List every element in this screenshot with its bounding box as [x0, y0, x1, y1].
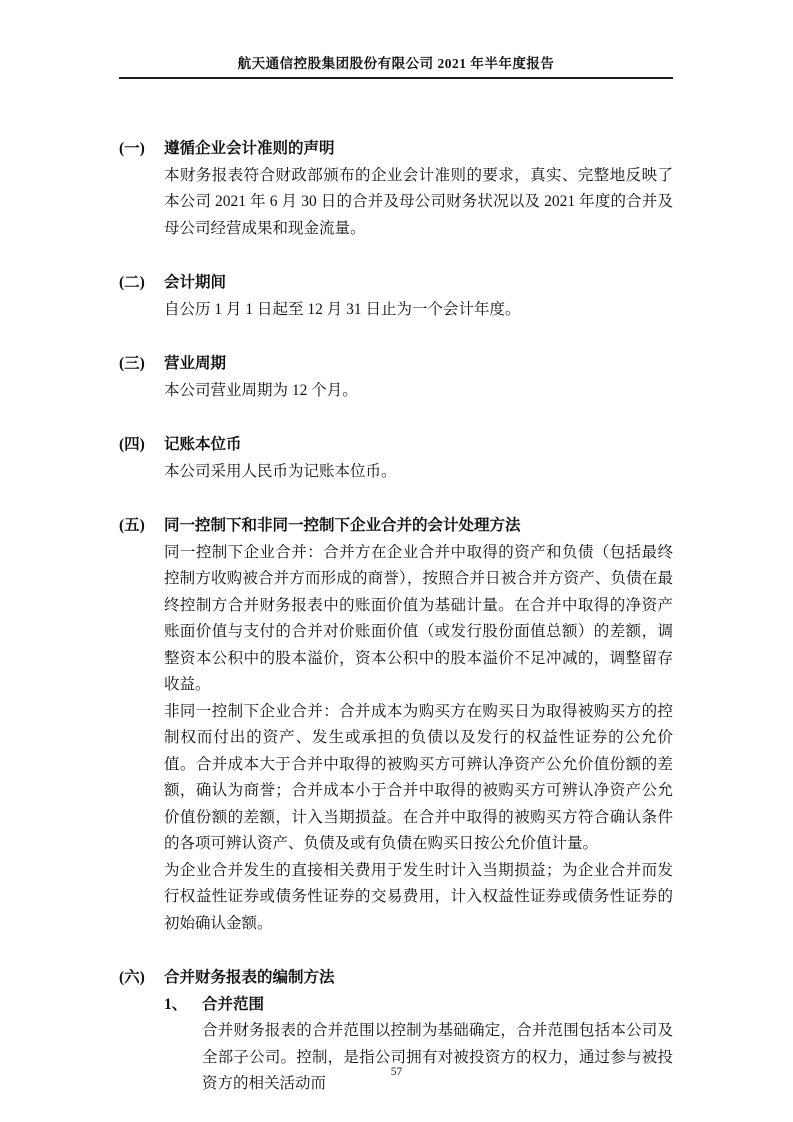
subsection-paragraph: 合并财务报表的合并范围以控制为基础确定，合并范围包括本公司及全部子公司。控制，是指公司拥有对被投资方的权力，通过参与被投资方的相关活动而 — [202, 1022, 673, 1092]
section-title: 遵循企业会计准则的声明 — [164, 140, 335, 157]
section-label: (四) — [119, 436, 145, 453]
section-paragraph: 自公历 1 月 1 日起至 12 月 31 日止为一个会计年度。 — [164, 300, 521, 318]
subsection-heading — [164, 992, 673, 1019]
section-title: 同一控制下和非同一控制下企业合并的会计处理方法 — [164, 517, 521, 534]
section-paragraph: 为企业合并发生的直接相关费用于发生时计入当期损益；为企业合并而发行权益性证券或债务性证券的交易费用，计入权益性证券或债务性证券的初始确认金额。 — [164, 861, 673, 932]
subsection-body — [202, 1018, 673, 1098]
section-label: (六) — [119, 969, 145, 986]
report-header-title: 航天通信控股集团股份有限公司 2021 年半年度报告 — [237, 56, 555, 71]
section-body — [164, 540, 673, 938]
section-paragraph: 本公司营业周期为 12 个月。 — [164, 381, 358, 399]
section-title: 营业周期 — [164, 355, 227, 372]
section-paragraph: 同一控制下企业合并：合并方在企业合并中取得的资产和负债（包括最终控制方收购被合并方而形成的商誉），按照合并日被合并方资产、负债在最终控制方合并财务报表中的账面价值为基础计量。在合并中取得的净资产账面价值与支付的合并对价账面价值（或发行股份面值总额）的差额，调整资本公积中的股本溢价，资本公积中的股本溢价不足冲减的，调整留存收益。 — [164, 543, 673, 693]
section-heading — [119, 432, 673, 459]
page-number: 57 — [390, 1066, 403, 1078]
section-body — [164, 378, 673, 405]
section-heading — [119, 136, 673, 163]
section-label: (一) — [119, 140, 145, 157]
section-paragraph: 本公司采用人民币为记账本位币。 — [164, 462, 397, 480]
section-4 — [119, 432, 673, 485]
section-paragraph: 本财务报表符合财政部颁布的企业会计准则的要求，真实、完整地反映了本公司 2021 年 6 月 30 日的合并及母公司财务状况以及 2021 年度的合并及母公司经营成果和现金流量。 — [164, 166, 673, 237]
section-title: 合并财务报表的编制方法 — [164, 969, 335, 986]
section-label: (二) — [119, 274, 145, 291]
section-heading — [119, 351, 673, 378]
section-title: 会计期间 — [164, 274, 227, 291]
section-heading — [119, 965, 673, 992]
section-label: (三) — [119, 355, 145, 372]
section-heading — [119, 270, 673, 297]
page-footer — [0, 1066, 793, 1078]
section-body — [164, 459, 673, 486]
section-title: 记账本位币 — [164, 436, 242, 453]
section-1 — [119, 136, 673, 242]
section-body — [164, 992, 673, 1098]
page-header — [119, 0, 673, 79]
subsection-1 — [164, 992, 673, 1098]
section-3 — [119, 351, 673, 404]
section-label: (五) — [119, 517, 145, 534]
section-body — [164, 163, 673, 243]
subsection-label: 1、 — [164, 995, 188, 1013]
subsection-title: 合并范围 — [202, 995, 265, 1013]
section-paragraph: 非同一控制下企业合并：合并成本为购买方在购买日为取得被购买方的控制权而付出的资产、发生或承担的负债以及发行的权益性证券的公允价值。合并成本大于合并中取得的被购买方可辨认净资产公允价值份额的差额，确认为商誉；合并成本小于合并中取得的被购买方可辨认净资产公允价值份额的差额，计入当期损益。在合并中取得的被购买方符合确认条件的各项可辨认资产、负债及或有负债在购买日按公允价值计量。 — [164, 702, 673, 852]
section-body — [164, 297, 673, 324]
section-heading — [119, 513, 673, 540]
page-content — [0, 136, 793, 1098]
section-2 — [119, 270, 673, 323]
section-5 — [119, 513, 673, 937]
